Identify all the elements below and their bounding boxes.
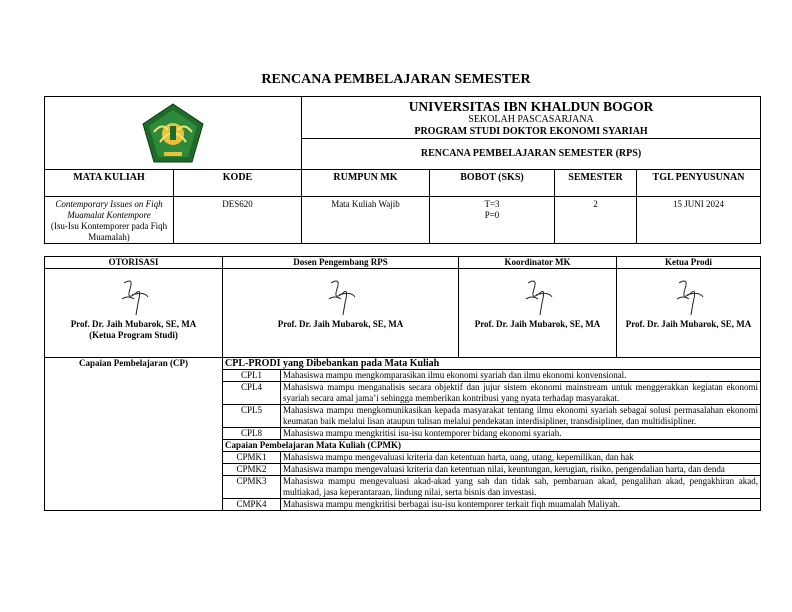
cpmk-code: CPMK1: [223, 452, 281, 464]
institution-cell: [302, 97, 761, 139]
cpl-code: CPL1: [223, 370, 281, 382]
university-logo: [140, 102, 206, 164]
header-bobot: BOBOT (SKS): [430, 170, 555, 197]
cpl-header: CPL-PRODI yang Dibebankan pada Mata Kuliah: [223, 358, 761, 370]
cpl-text: Mahasiswa mampu menganalisis secara objektif dan jujur sistem ekonomi mainstream untuk menggerakkan kegiatan ekonomi syariah secara amal jama’i sehingga memberikan kontribusi yang nyata terhadap masyarakat.: [281, 382, 761, 405]
rps-title: RENCANA PEMBELAJARAN SEMESTER (RPS): [302, 139, 761, 170]
cpmk-text: Mahasiswa mampu mengevaluasi akad-akad yang sah dan tidak sah, pembaruan akad, pengalihan akad, pengakhiran akad, multiakad, jasa keperantaraan, lindung nilai, serta bisnis dan investasi.: [281, 476, 761, 499]
signer-name: Prof. Dr. Jaih Mubarok, SE, MA: [625, 319, 752, 329]
school-name: SEKOLAH PASCASARJANA: [468, 114, 594, 125]
signature-mark: [518, 275, 558, 317]
cpl-text: Mahasiswa mampu mengkomparasikan ilmu ekonomi syariah dan ilmu ekonomi konvensional.: [281, 370, 761, 382]
credits-practice: P=0: [484, 210, 500, 220]
signature-cell-coordinator: [459, 269, 617, 358]
cp-label: Capaian Pembelajaran (CP): [45, 358, 223, 511]
header-semester: SEMESTER: [555, 170, 637, 197]
cpmk-code: CMPK4: [223, 499, 281, 511]
course-code: DES620: [174, 197, 302, 244]
credits-theory: T=3: [484, 199, 500, 209]
cpmk-text: Mahasiswa mampu mengevaluasi kriteria dan ketentuan harta, uang, utang, kepemilikan, dan hak: [281, 452, 761, 464]
col-header-head: Ketua Prodi: [617, 257, 761, 269]
course-date: 15 JUNI 2024: [637, 197, 761, 244]
header-mata-kuliah: MATA KULIAH: [45, 170, 174, 197]
course-header-table: [44, 96, 761, 244]
col-header-developer: Dosen Pengembang RPS: [223, 257, 459, 269]
signature-cell-developer: [223, 269, 459, 358]
course-name-id: (Isu-Isu Kontemporer pada Fiqh Muamalah): [50, 221, 168, 242]
signature-mark: [669, 275, 709, 317]
cpl-text: Mahasiswa mampu mengkritisi isu-isu kontemporer bidang ekonomi syariah.: [281, 428, 761, 440]
header-rumpun: RUMPUN MK: [302, 170, 430, 197]
course-cluster: Mata Kuliah Wajib: [302, 197, 430, 244]
col-header-coordinator: Koordinator MK: [459, 257, 617, 269]
signature-cell-kaprodi: [45, 269, 223, 358]
cpl-text: Mahasiswa mampu mengkomunikasikan kepada masyarakat tentang ilmu ekonomi syariah sebagai solusi permasalahan ekonomi keumatan baik melalui lisan ataupun tulisan melalui pendekatan interdisipliner, transdisipliner, dan multidisipliner.: [281, 405, 761, 428]
signer-name: Prof. Dr. Jaih Mubarok, SE, MA: [70, 319, 197, 329]
course-semester: 2: [555, 197, 637, 244]
cpmk-text: Mahasiswa mampu mengkritisi berbagai isu-isu kontemporer terkait fiqh muamalah Maliyah.: [281, 499, 761, 511]
university-name: UNIVERSITAS IBN KHALDUN BOGOR: [408, 99, 654, 114]
cpl-code: CPL8: [223, 428, 281, 440]
header-kode: KODE: [174, 170, 302, 197]
cpmk-code: CPMK2: [223, 464, 281, 476]
document-title: RENCANA PEMBELAJARAN SEMESTER: [261, 72, 531, 87]
logo-cell: [45, 97, 302, 170]
signer-role: (Ketua Program Studi): [89, 330, 178, 340]
cpl-code: CPL5: [223, 405, 281, 428]
cpmk-code: CPMK3: [223, 476, 281, 499]
header-tgl: TGL PENYUSUNAN: [637, 170, 761, 197]
course-name-en: Contemporary Issues on Fiqh Muamalat Kontempore: [55, 199, 163, 220]
cpmk-header: Capaian Pembelajaran Mata Kuliah (CPMK): [223, 440, 761, 452]
course-credits: [430, 197, 555, 244]
signer-name: Prof. Dr. Jaih Mubarok, SE, MA: [277, 319, 404, 329]
signer-name: Prof. Dr. Jaih Mubarok, SE, MA: [474, 319, 601, 329]
signature-mark: [114, 275, 154, 317]
course-name-cell: [45, 197, 174, 244]
authorization-cp-table: [44, 256, 761, 511]
signature-cell-head: [617, 269, 761, 358]
program-name: PROGRAM STUDI DOKTOR EKONOMI SYARIAH: [414, 126, 648, 137]
cpmk-text: Mahasiswa mampu mengevaluasi kriteria dan ketentuan nilai, keuntungan, kerugian, risiko, pengendalian harta, dan denda: [281, 464, 761, 476]
signature-mark: [321, 275, 361, 317]
cpl-code: CPL4: [223, 382, 281, 405]
authorization-label: OTORISASI: [45, 257, 223, 269]
